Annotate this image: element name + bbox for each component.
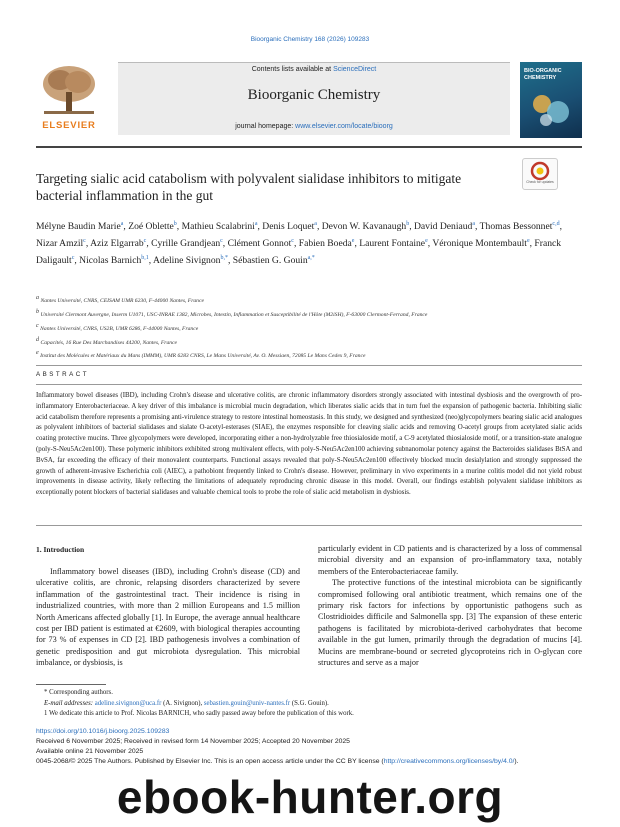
author-affiliation-marker[interactable]: a,*	[307, 255, 315, 262]
license-suffix: ).	[514, 758, 519, 765]
author-list: Mélyne Baudin Marie$^a$, Zoé Oblette$^b$, Mathieu Scalabrini$^a$, Denis Loquet$^a$, Devon W. Kavanaugh$^b$, David Deniaud$^a$, Thomas Bessonnet$^{c,d}$, Nizar Amzil$^c$, Aziz Elgarrab$^c$, Cyrille Grandjean$^c$, Clément Gonnot$^c$, Fabien Boeda$^e$, Laurent Fontaine$^e$, Véronique Montembault$^e$, Franck Daligault$^c$, Nicolas Barnich$^{b,1}$, Adeline Sivignon$^{b,*}$, Sébastien G. Gouin$^{a,*}$	[36, 221, 562, 267]
abstract-heading: ABSTRACT	[36, 371, 90, 378]
author-affiliation-marker[interactable]: e	[425, 238, 428, 245]
affiliation-text: Université Clermont Auvergne, Inserm U1071, USC-INRAE 1382, Microbes, Intestin, Inflammation et Susceptibilité de l'Hôte (M2iSH), F-63000 Clermont-Ferrand, France	[40, 311, 428, 318]
author-name[interactable]: David Deniaud	[414, 221, 473, 233]
affiliation-key: e	[36, 350, 41, 357]
author-affiliation-marker[interactable]: e	[526, 238, 530, 245]
author-affiliation-marker[interactable]: b	[406, 221, 410, 227]
affiliation-text: Nantes Université, CNRS, CEISAM UMR 6230, F-44000 Nantes, France	[40, 297, 204, 304]
author-name[interactable]: Zoé Oblette	[128, 221, 174, 233]
cover-title: BIO-ORGANIC CHEMISTRY	[524, 68, 562, 81]
author-name[interactable]: Sébastien G. Gouin	[232, 255, 308, 267]
author-name[interactable]: Cyrille Grandjean	[151, 238, 221, 250]
right-paragraph-1: particularly evident in CD patients and is characterized by a loss of commensal microbial diversity and an expansion of pro-inflammatory taxa, notably members of the Enterobacteriaceae family.	[318, 544, 582, 576]
contents-available-line	[118, 66, 510, 73]
abstract-bottom-rule	[36, 525, 582, 526]
affiliation-item	[36, 348, 582, 362]
corresponding-author-note: * Corresponding authors.	[44, 689, 113, 696]
license-link[interactable]: http://creativecommons.org/licenses/by/4.0/	[383, 758, 515, 765]
author-name[interactable]: Denis Loquet	[262, 221, 315, 233]
check-updates-icon	[523, 159, 557, 189]
right-paragraph-2: The protective functions of the intestinal microbiota can be significantly compromised following oral antibiotic treatment, which remains one of the primary risk factors for infections by opportunistic pathogens such as Clostridioides difficile and Salmonella spp. [3] The expansion of these enteric pathogens is facilitated by microbiota-derived carbohydrates that become available in the gut lumen, primarily through the degradation of mucins [4]. Mucins are membrane-bound or secreted glycoproteins rich in O-glycan core structures and serve as a major	[318, 578, 582, 668]
license-line	[36, 757, 582, 767]
author-affiliation-marker[interactable]: a	[254, 221, 258, 227]
email-addresses	[36, 699, 582, 710]
email-link-gouin[interactable]: sebastien.gouin@univ-nantes.fr	[203, 699, 291, 707]
author-name[interactable]: Aziz Elgarrab	[90, 238, 144, 250]
author-name[interactable]: Adeline Sivignon	[153, 255, 221, 267]
email-name-sivignon: (A. Sivignon),	[161, 699, 204, 707]
author-name[interactable]: Clément Gonnot	[227, 238, 292, 250]
publication-info	[36, 727, 582, 767]
author-name[interactable]: Laurent Fontaine	[359, 238, 426, 250]
affiliation-item	[36, 307, 582, 321]
affiliation-key: d	[36, 336, 41, 343]
author-affiliation-marker[interactable]: c	[220, 238, 223, 245]
email-name-gouin: (S.G. Gouin).	[290, 699, 329, 707]
author-name[interactable]: Nicolas Barnich	[79, 255, 142, 267]
doi-link[interactable]: https://doi.org/10.1016/j.bioorg.2025.109283	[36, 728, 170, 735]
email-link-sivignon[interactable]: adeline.sivignon@uca.fr	[94, 699, 162, 707]
author-affiliation-marker[interactable]: c	[71, 255, 75, 262]
abstract-text: Inflammatory bowel diseases (IBD), including Crohn's disease and ulcerative colitis, are chronic inflammatory disorders strongly associated with intestinal dysbiosis and the overgrowth of pro-inflammatory Enterobacteriaceae. A key driver of this imbalance is microbial mucin degradation, which liberates sialic acids that in turn fuel the expansion of pathogenic bacteria. Inhibiting sialic acid catabolism therefore represents a promising anti-virulence strategy to restore intestinal homeostasis. In this study, we designed and synthesized (neo)glycopolymers bearing sialic acid analogues as polyvalent inhibitors of bacterial sialidases and sialate O-acetyl-esterases (SIAE), the enzymes responsible for cleaving sialic acids and removing O-acetyl groups from acetylated sialic acids coating protective mucins. Three glycopolymers were developed, incorporating either a non-hydrolyzable free thiosialoside motif, a C-9 acetylated thiosialoside motif, or a transition-state analogue (poly-S-Neu5Ac2en100). These polymeric inhibitors exhibited strong multivalent effects, with poly-S-Neu5Ac2en100 achieving subnanomolar potency against the Bacteroides sialidases BtSA and BvSA, far exceeding the efficacy of their monovalent counterparts. Functional assays revealed that poly-S-Neu5Ac2en100 effectively blocked mucin desialylation and strongly suppressed the growth of adherent-invasive Escherichia coli (AIEC), a pathobiont frequently linked to Crohn's disease. However, preliminary in vivo experiments in a murine colitis model did not yield robust improvements in disease activity, likely reflecting the limitations of adequately reproducing chronic disease in this model. Overall, our findings establish polyvalent sialidase inhibitors as exceptionally potent blockers of bacterial sialidases and valuable chemical tools to probe the role of sialic acid metabolism in dysbiosis.	[36, 392, 582, 497]
author-affiliation-marker[interactable]: c	[143, 238, 147, 245]
article-title: Targeting sialic acid catabolism with polyvalent sialidase inhibitors to mitigate bacterial inflammation in the gut	[36, 171, 462, 203]
journal-homepage-link[interactable]: www.elsevier.com/locate/bioorg	[295, 123, 393, 130]
author-affiliation-marker[interactable]: b,1	[141, 255, 149, 262]
affiliation-item	[36, 321, 582, 335]
cover-graphic-icon	[528, 90, 574, 130]
affiliation-text: Capacités, 16 Rue Des Marchandises 44200, Nantes, France	[40, 339, 178, 346]
author-affiliation-marker[interactable]: c	[291, 238, 294, 245]
journal-name: Bioorganic Chemistry	[247, 87, 381, 103]
watermark-text: ebook-hunter.org	[116, 771, 504, 823]
author-name[interactable]: Nizar Amzil	[36, 238, 84, 250]
journal-cover-image	[520, 62, 582, 138]
author-affiliation-marker[interactable]: a	[120, 221, 124, 227]
journal-homepage-line	[118, 123, 510, 130]
author-name[interactable]: Franck Daligault	[36, 238, 562, 267]
check-for-updates-badge[interactable]	[522, 158, 558, 190]
author-affiliation-marker[interactable]: e	[351, 238, 355, 245]
author-name[interactable]: Devon W. Kavanaugh	[321, 221, 407, 233]
author-name[interactable]: Véronique Montembault	[432, 238, 527, 250]
author-affiliation-marker[interactable]: c	[83, 238, 86, 245]
introduction-heading: 1. Introduction	[36, 545, 85, 554]
author-affiliation-marker[interactable]: c,d	[552, 221, 560, 227]
journal-citation[interactable]: Bioorganic Chemistry 168 (2026) 109283	[250, 36, 370, 43]
author-affiliation-marker[interactable]: a	[314, 221, 317, 227]
author-name[interactable]: Mathieu Scalabrini	[181, 221, 255, 233]
check-updates-label: Check for updates	[526, 180, 554, 184]
received-dates: Received 6 November 2025; Received in revised form 14 November 2025; Accepted 20 November 2025	[36, 738, 350, 745]
affiliation-key: a	[36, 295, 41, 301]
abstract-heading-rule	[36, 384, 582, 385]
author-name[interactable]: Mélyne Baudin Marie	[36, 221, 121, 233]
author-affiliation-marker[interactable]: b	[173, 221, 177, 227]
affiliation-list	[36, 293, 582, 362]
affiliation-item	[36, 293, 582, 307]
author-affiliation-marker[interactable]: b,*	[220, 255, 228, 262]
affiliation-key: b	[36, 308, 41, 315]
body-left-column: Inflammatory bowel diseases (IBD), including Crohn's disease (CD) and ulcerative colitis, are chronic, relapsing disorders characterized by severe inflammation of the gastrointestinal tract. Their incidence is rising in industrialized countries, with more than 2 million Europeans and 1.5 million North Americans affected globally [1]. In Europe, the average annual healthcare cost per IBD patient is estimated at €2609, with biological therapies accounting for 73 % of expenses in CD [2]. IBD pathogenesis involves a combination of genetic predisposition and gut microbiota dysregulation. This microbial imbalance, or dysbiosis, is	[36, 567, 300, 668]
author-name[interactable]: Thomas Bessonnet	[479, 221, 553, 233]
dedication-note: 1 We dedicate this article to Prof. Nicolas BARNICH, who sadly passed away before the publication of this work.	[44, 710, 354, 717]
body-right-column	[318, 543, 582, 668]
header-divider	[36, 146, 582, 148]
email-label: E-mail addresses:	[44, 699, 95, 707]
contents-prefix: Contents lists available at	[251, 66, 334, 73]
sciencedirect-link[interactable]: ScienceDirect	[333, 66, 377, 73]
footnote-rule	[36, 684, 106, 685]
affiliation-text: Institut des Molécules et Matériaux du Mans (IMMM), UMR 6283 CNRS, Le Mans Université, Av. O. Messiaen, 72085 Le Mans Cedex 9, France	[40, 353, 366, 360]
affiliation-key: c	[36, 322, 41, 329]
homepage-prefix: journal homepage:	[235, 123, 296, 130]
abstract-top-rule	[36, 365, 582, 366]
author-affiliation-marker[interactable]: a	[472, 221, 476, 227]
affiliation-text: Nantes Université, CNRS, US2B, UMR 6286, F-44000 Nantes, France	[40, 325, 199, 332]
affiliation-item	[36, 335, 582, 349]
elsevier-wordmark: ELSEVIER	[42, 120, 96, 131]
footnotes	[36, 688, 582, 720]
available-online: Available online 21 November 2025	[36, 748, 144, 755]
license-prefix: 0045-2068/© 2025 The Authors. Published by Elsevier Inc. This is an open access article under the CC BY license (	[36, 758, 384, 765]
author-name[interactable]: Fabien Boeda	[298, 238, 352, 250]
